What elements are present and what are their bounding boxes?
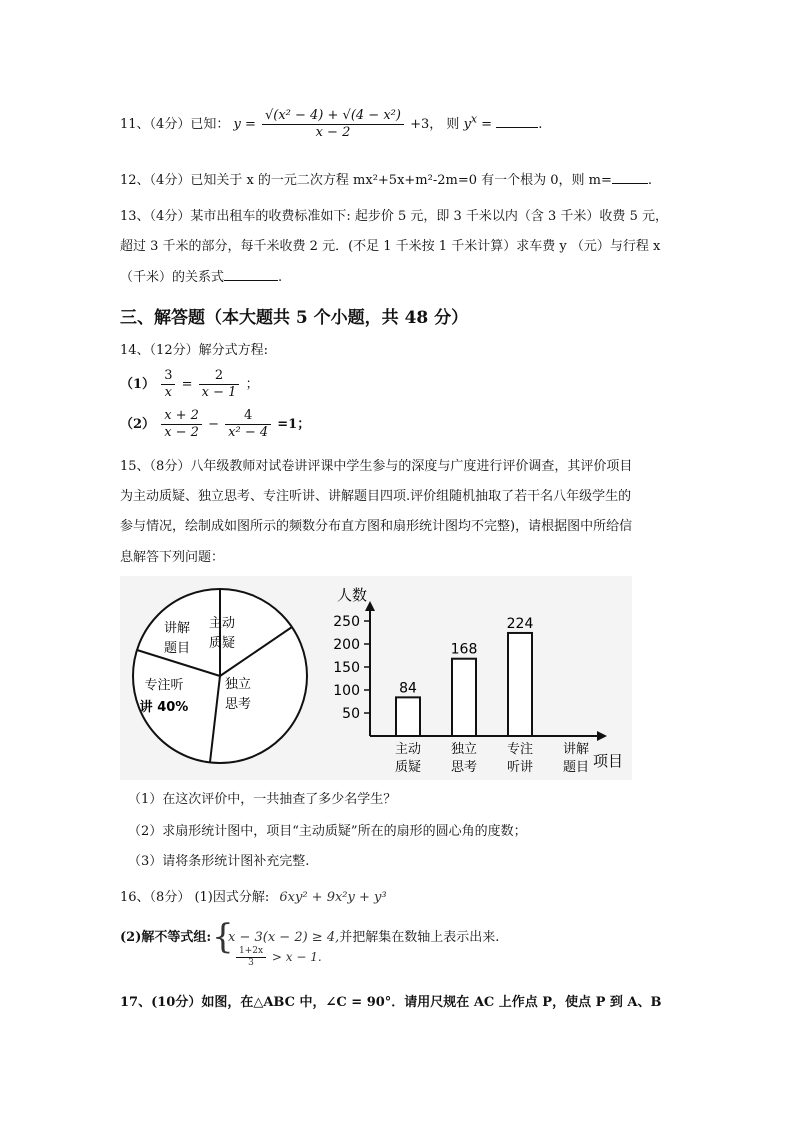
q14-p2-den2: x² − 4 xyxy=(228,425,269,440)
q15-sub3: （3）请将条形统计图补充完整. xyxy=(128,854,310,869)
pie-label-duli-2: 思考 xyxy=(224,697,252,712)
bar-chart-data-label: 168 xyxy=(450,641,478,658)
q11-eq: = xyxy=(481,117,493,132)
bar-chart-ytick-label: 50 xyxy=(342,706,360,722)
bar-chart-data-label: 84 xyxy=(399,680,417,697)
pie-label-jiangjie-2: 题目 xyxy=(163,641,191,656)
q11-answer-blank[interactable] xyxy=(496,115,538,128)
bar-chart-ytick-label: 200 xyxy=(333,637,360,653)
q15-line3: 参与情况，绘制成如图所示的频数分布直方图和扇形统计图均不完整)，请根据图中所给信 xyxy=(120,519,633,534)
q16-ineq1-tail: 并把解集在数轴上表示出来. xyxy=(339,930,500,945)
q14-p2-num2: 4 xyxy=(225,408,271,425)
pie-label-zhuanzhu-1: 专注听 xyxy=(144,678,184,693)
q16-ineq1: x − 3(x − 2) ≥ 4, xyxy=(228,930,340,945)
q11-numerator: √(x² − 4) + √(4 − x²) xyxy=(262,108,404,125)
q12 xyxy=(120,171,652,190)
bar-chart-category-label: 独立 xyxy=(450,742,478,757)
bar-chart-ytick-label: 150 xyxy=(333,660,360,676)
bar-chart-category-label: 题目 xyxy=(562,760,590,775)
q14-p2-eq: =1； xyxy=(277,417,311,432)
pie-label-zhudong-2: 质疑 xyxy=(208,636,236,651)
bar-chart-category-label: 专注 xyxy=(506,742,534,757)
q14-part1 xyxy=(120,368,259,401)
q14-p2-minus: − xyxy=(208,417,219,432)
q11-plus3: +3， xyxy=(410,117,443,132)
pie-label-duli-1: 独立 xyxy=(224,677,252,692)
q16-part2-label: (2)解不等式组: xyxy=(120,930,212,945)
q16-p1-expr: 6xy² + 9x²y + y³ xyxy=(279,890,387,905)
q15-line2: 为主动质疑、独立思考、专注听讲、讲解题目四项.评价组随机抽取了若干名八年级学生的 xyxy=(120,489,632,504)
q14-p1-frac2 xyxy=(199,368,240,401)
bar-chart-category-label: 质疑 xyxy=(394,760,422,775)
bar-chart-xlabel: 项目 xyxy=(592,752,624,770)
q14-p2-num1: x + 2 xyxy=(161,408,202,425)
q11-then: 则 xyxy=(446,117,460,132)
q13-line3 xyxy=(120,268,282,287)
q14-p1-den1: x xyxy=(164,385,172,400)
q14-p2-frac2 xyxy=(225,408,271,441)
bar-chart-ytick-label: 100 xyxy=(333,683,360,699)
bar-chart-bar xyxy=(396,697,420,736)
q17-text: 17、(10分）如图，在△ABC 中，∠C = 90°．请用尺规在 AC 上作点 P，使点 P 到 A、B xyxy=(120,995,662,1010)
q11-prefix: 11、（4分）已知： xyxy=(120,117,230,132)
q14-p1-label: （1） xyxy=(120,377,156,392)
q14-p1-end: ； xyxy=(245,377,259,392)
q12-end: . xyxy=(647,173,653,188)
q15-figure xyxy=(120,576,632,780)
q14-p1-num2: 2 xyxy=(199,368,240,385)
q14-part2 xyxy=(120,408,310,441)
q11 xyxy=(120,108,542,141)
bar-chart-category-label: 听讲 xyxy=(506,760,534,775)
bar-chart-category-label: 讲解 xyxy=(562,742,590,757)
q14-p1-eq: = xyxy=(181,377,193,392)
q16-ineq2-den: 3 xyxy=(248,958,254,968)
bar-chart-category-label: 主动 xyxy=(394,742,422,757)
q12-text: 12、（4分）已知关于 x 的一元二次方程 mx²+5x+m²-2m=0 有一个根为 0，则 m= xyxy=(120,173,612,188)
q16-ineq2-rest: > x − 1. xyxy=(271,950,322,964)
bar-chart-category-label: 思考 xyxy=(450,760,478,775)
bar-chart-ylabel: 人数 xyxy=(336,586,368,604)
q14-p1-den2: x − 1 xyxy=(201,385,237,400)
q16-p1-text: 16、（8分） (1)因式分解: xyxy=(120,890,270,905)
bar-chart-bar xyxy=(508,633,532,736)
q14-p2-den1: x − 2 xyxy=(164,425,199,440)
q11-sup: x xyxy=(470,112,478,126)
q13-line2: 超过 3 千米的部分，每千米收费 2 元．(不足 1 千米按 1 千米计算）求车费 y （元）与行程 x xyxy=(120,239,661,254)
q14-title: 14、（12分）解分式方程: xyxy=(120,343,268,358)
q14-p2-frac1 xyxy=(161,408,202,441)
q16-ineq1-row xyxy=(228,929,499,947)
bar-chart-bar xyxy=(452,659,476,736)
bar-chart-data-label: 224 xyxy=(506,615,534,632)
pie-label-zhuanzhu-2: 讲 40% xyxy=(139,700,189,715)
q16-brace: { xyxy=(212,917,234,957)
q15-sub2: （2）求扇形统计图中，项目“主动质疑”所在的扇形的圆心角的度数； xyxy=(128,824,527,839)
q14-p1-frac1 xyxy=(161,368,175,401)
q15-sub1: （1）在这次评价中，一共抽查了多少名学生？ xyxy=(128,792,397,807)
q11-denominator: x − 2 xyxy=(315,125,351,140)
pie-label-jiangjie-1: 讲解 xyxy=(163,621,191,636)
q14-p2-label: （2） xyxy=(120,417,156,432)
pie-label-zhudong-1: 主动 xyxy=(208,616,236,631)
q12-answer-blank[interactable] xyxy=(612,171,648,184)
q15-line4: 息解答下列问题： xyxy=(120,550,225,565)
q11-fraction xyxy=(262,108,404,141)
q16-ineq2-row xyxy=(234,946,322,969)
pie-chart xyxy=(133,589,307,763)
q13-answer-blank[interactable] xyxy=(224,268,278,281)
q11-end: . xyxy=(538,117,543,132)
q16-ineq2-num: 1+2x xyxy=(236,946,266,958)
q15-line1: 15、（8分）八年级教师对试卷讲评课中学生参与的深度与广度进行评价调查，其评价项目 xyxy=(120,459,633,474)
q14-p1-num1: 3 xyxy=(161,368,175,385)
section-3-title: 三、解答题（本大题共 5 个小题，共 48 分） xyxy=(120,308,469,328)
q11-yx: y xyxy=(463,117,471,132)
q13-line1: 13、（4分）某市出租车的收费标准如下: 起步价 5 元，即 3 千米以内（含 3 千米）收费 5 元， xyxy=(120,209,668,224)
q13-end: . xyxy=(278,270,283,285)
q13-line3-text: （千米）的关系式 xyxy=(120,270,225,285)
q11-y-eq: y = xyxy=(233,117,256,132)
q16-part1 xyxy=(120,889,387,907)
bar-chart-ytick-label: 250 xyxy=(333,614,360,630)
q16-ineq2-frac xyxy=(236,946,266,969)
